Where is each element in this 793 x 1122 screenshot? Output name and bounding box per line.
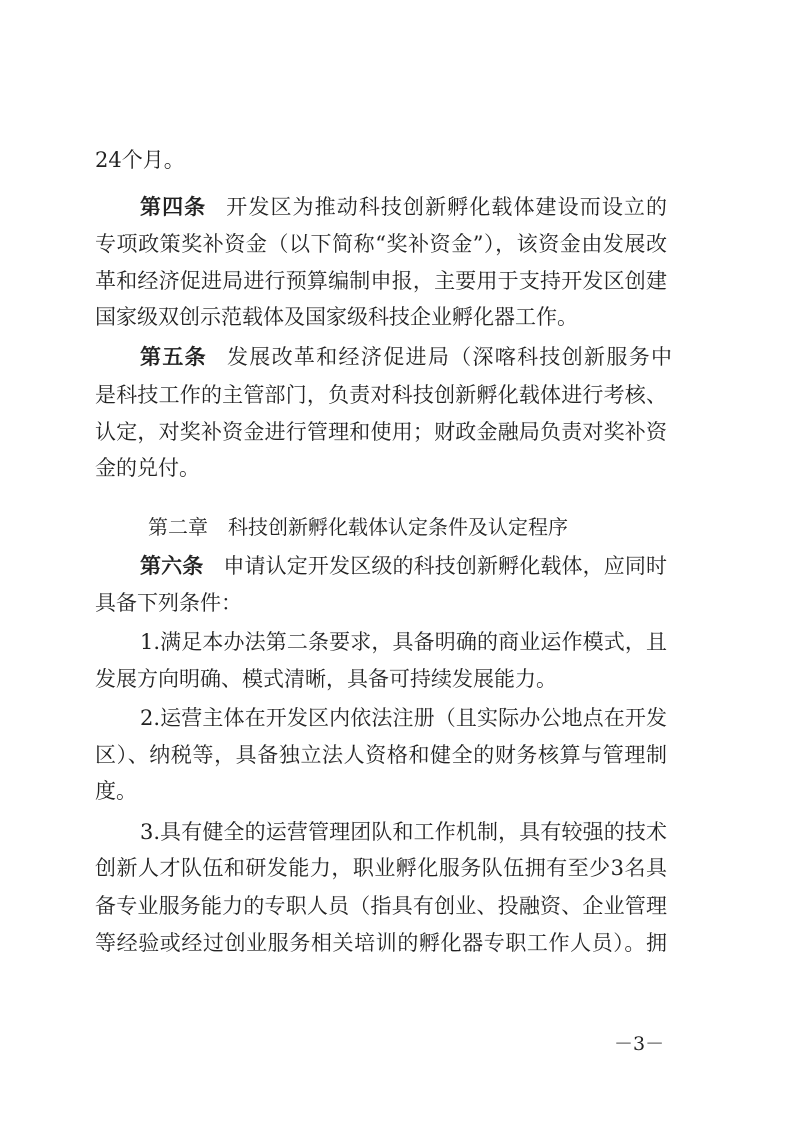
chapter-heading: 第二章 科技创新孵化载体认定条件及认定程序 [148,515,568,539]
page-number: －3－ [614,1033,665,1055]
text-line: 是科技工作的主管部门，负责对科技创新孵化载体进行考核、 [95,383,667,407]
text-line: 3.具有健全的运营管理团队和工作机制，具有较强的技术 [140,820,667,844]
article-label: 第四条 [140,195,207,219]
article-label: 第五条 [140,345,207,369]
text-line: 区）、纳税等，具备独立法人资格和健全的财务核算与管理制 [95,743,667,767]
text-line: 具备下列条件： [95,591,242,615]
text-line: 开发区为推动科技创新孵化载体建设而设立的 [226,195,667,219]
text-line: 金的兑付。 [95,456,200,480]
article-5-line [140,344,672,370]
text-line: 等经验或经过创业服务相关培训的孵化器专职工作人员）。拥 [95,931,667,955]
text-line: 度。 [95,779,137,803]
text-line: 24个月。 [95,148,185,172]
article-6-line [140,553,667,579]
text-line: 2.运营主体在开发区内依法注册（且实际办公地点在开发 [140,706,667,730]
text-line: 备专业服务能力的专职人员（指具有创业、投融资、企业管理 [95,894,667,918]
text-line: 发展改革和经济促进局（深喀科技创新服务中 [226,345,672,369]
text-line: 认定，对奖补资金进行管理和使用；财政金融局负责对奖补资 [95,420,667,444]
text-line: 申请认定开发区级的科技创新孵化载体，应同时 [223,554,667,578]
article-label: 第六条 [140,554,204,578]
text-line: 1.满足本办法第二条要求，具备明确的商业运作模式，且 [140,630,667,654]
text-line: 革和经济促进局进行预算编制申报，主要用于支持开发区创建 [95,269,667,293]
text-line: 发展方向明确、模式清晰，具备可持续发展能力。 [95,667,557,691]
article-4-line [140,194,667,220]
text-line: 创新人才队伍和研发能力，职业孵化服务队伍拥有至少3名具 [95,856,667,880]
text-line: 国家级双创示范载体及国家级科技企业孵化器工作。 [95,305,578,329]
text-line: 专项政策奖补资金（以下简称“奖补资金”），该资金由发展改 [95,232,667,256]
